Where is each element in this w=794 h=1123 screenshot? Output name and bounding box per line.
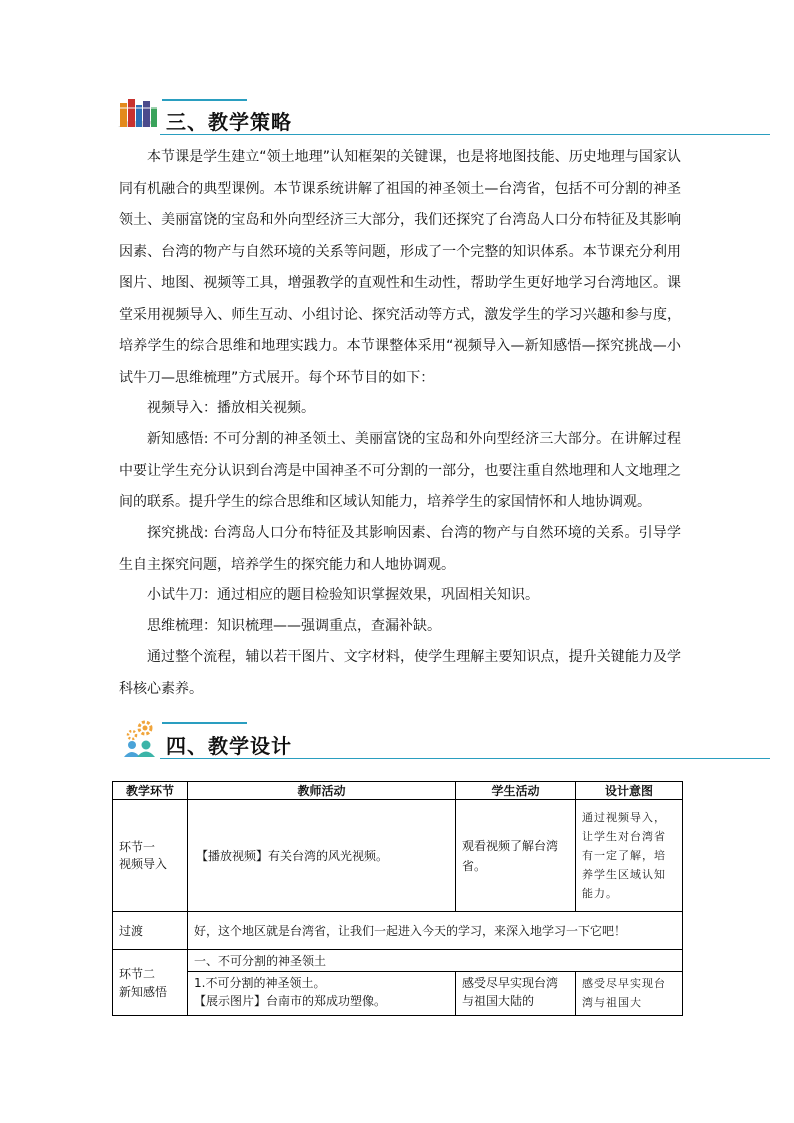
strategy-video-intro: 视频导入：播放相关视频。 [147,400,315,416]
transition-cell: 好，这个地区就是台湾省，让我们一起进入今天的学习，来深入地学习一下它吧！ [188,912,683,950]
section3-underline [160,134,770,135]
table-row [113,950,683,972]
section4-title: 四、教学设计 [166,734,292,758]
section4-underline [160,758,770,759]
people-gears-icon [120,719,162,759]
strategy-review: 思维梳理：知识梳理——强调重点，查漏补缺。 [147,618,441,634]
strategy-new-knowledge: 新知感悟: 不可分割的神圣领土、美丽富饶的宝岛和外向型经济三大部分。在讲解过程中要让学生充分认识到台湾是中国神圣不可分割的一部分，也要注重自然地理和人文地理之间的联系。提升学生的综合思维和区域认知能力，培养学生的家国情怀和人地协调观。 [119,431,681,510]
header-intent: 设计意图 [576,782,683,800]
header-teacher: 教师活动 [188,782,456,800]
env-cell: 环节一 视频导入 [113,800,188,912]
env-cell: 环节二 新知感悟 [113,950,188,1016]
teacher-cell: 【播放视频】有关台湾的风光视频。 [188,800,456,912]
table-row [113,972,683,1016]
table-header-row [113,782,683,800]
strategy-inquiry: 探究挑战: 台湾岛人口分布特征及其影响因素、台湾的物产与自然环境的关系。引导学生自主探究问题，培养学生的探究能力和人地协调观。 [119,525,681,573]
section3-title: 三、教学策略 [166,110,292,134]
table-row [113,800,683,912]
header-env: 教学环节 [113,782,188,800]
strategy-practice: 小试牛刀：通过相应的题目检验知识掌握效果，巩固相关知识。 [147,587,539,603]
teacher-cell: 1.不可分割的神圣领土。 【展示图片】台南市的郑成功塑像。 [188,972,456,1016]
table-row [113,912,683,950]
intent-cell: 通过视频导入，让学生对台湾省有一定了解，培养学生区域认知能力。 [576,800,683,912]
section3-top-line [162,99,247,101]
intent-cell: 感受尽早实现台湾与祖国大 [576,972,683,1016]
header-student: 学生活动 [456,782,576,800]
teaching-design-table [112,781,683,1016]
student-cell: 观看视频了解台湾省。 [456,800,576,912]
strategy-summary: 通过整个流程，辅以若干图片、文字材料，使学生理解主要知识点，提升关键能力及学科核心素养。 [119,649,681,697]
books-icon [116,97,162,133]
subheading-cell: 一、不可分割的神圣领土 [188,950,683,972]
env-cell: 过渡 [113,912,188,950]
section4-top-line [162,722,247,724]
strategy-paragraph: 本节课是学生建立“领土地理”认知框架的关键课，也是将地图技能、历史地理与国家认同有机融合的典型课例。本节课系统讲解了祖国的神圣领土—台湾省，包括不可分割的神圣领土、美丽富饶的宝岛和外向型经济三大部分，我们还探究了台湾岛人口分布特征及其影响因素、台湾的物产与自然环境的关系等问题，形成了一个完整的知识体系。本节课充分利用图片、地图、视频等工具，增强教学的直观性和生动性，帮助学生更好地学习台湾地区。课堂采用视频导入、师生互动、小组讨论、探究活动等方式，激发学生的学习兴趣和参与度，培养学生的综合思维和地理实践力。本节课整体采用“视频导入—新知感悟—探究挑战—小试牛刀—思维梳理”方式展开。每个环节目的如下： [119,149,681,386]
student-cell: 感受尽早实现台湾与祖国大陆的 [456,972,576,1016]
